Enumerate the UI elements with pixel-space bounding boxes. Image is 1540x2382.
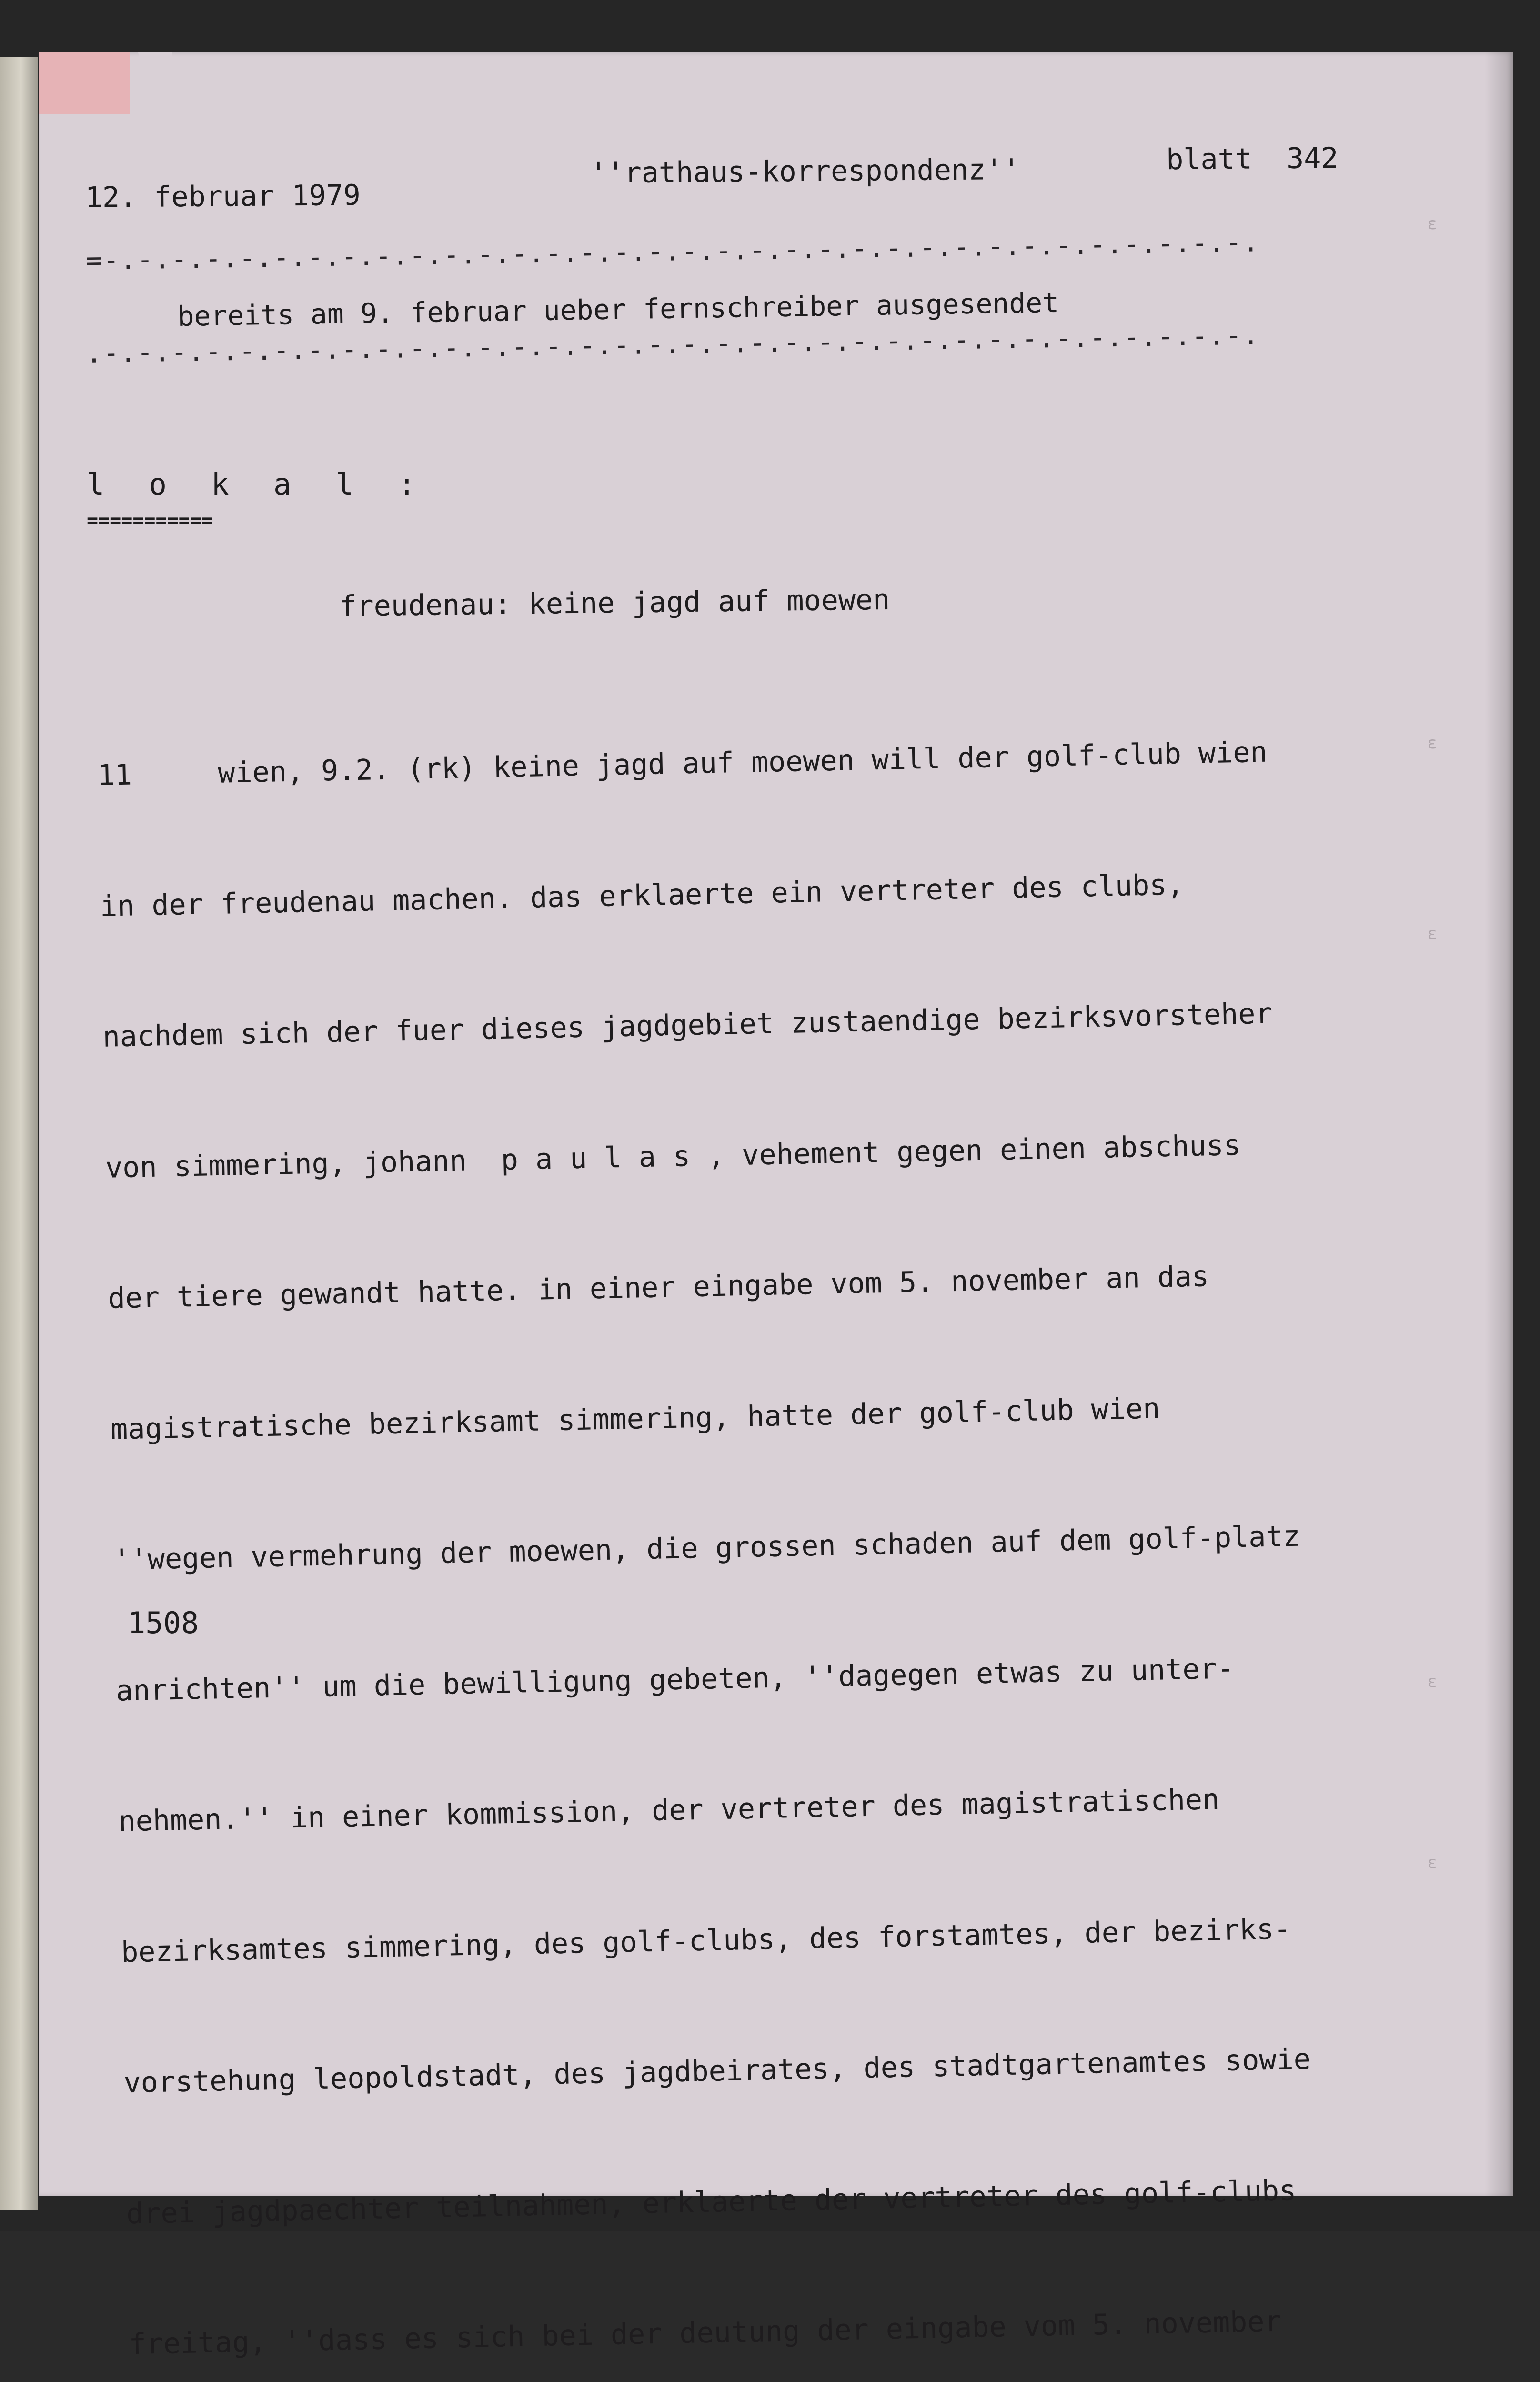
dispatch-note: bereits am 9. februar ueber fernschreiber ausgesendet bbox=[177, 286, 1059, 333]
margin-mark: ɛ bbox=[1427, 734, 1437, 753]
article-line: bezirksamtes simmering, des golf-clubs, des forstamtes, der bezirks- bbox=[121, 1912, 1291, 1969]
section-label: l o k a l : bbox=[87, 467, 429, 502]
closing-code: 1508 bbox=[128, 1605, 199, 1640]
article-line: freitag, ''dass es sich bei der deutung der eingabe vom 5. november bbox=[128, 2304, 1282, 2362]
article-line: nachdem sich der fuer dieses jagdgebiet zustaendige bezirksvorsteher bbox=[102, 997, 1273, 1054]
header-title: ''rathaus-korrespondenz'' bbox=[590, 152, 1020, 190]
header-sheet-number: blatt 342 bbox=[1166, 141, 1339, 177]
article-line: magistratische bezirksamt simmering, hatte der golf-club wien bbox=[110, 1391, 1160, 1446]
section-underline: =========== bbox=[87, 510, 213, 532]
article-line: von simmering, johann p a u l a s , vehement gegen einen abschuss bbox=[105, 1128, 1241, 1185]
margin-mark: ɛ bbox=[1427, 1672, 1437, 1691]
article-headline: freudenau: keine jagd auf moewen bbox=[339, 583, 890, 623]
article-line: nehmen.'' in einer kommission, der vertreter des magistratischen bbox=[118, 1783, 1220, 1838]
article-line: anrichten'' um die bewilligung gebeten, ''dagegen etwas zu unter- bbox=[115, 1651, 1235, 1708]
page-header bbox=[85, 141, 1467, 219]
article-line: ''wegen vermehrung der moewen, die grossen schaden auf dem golf-platz bbox=[112, 1519, 1301, 1577]
margin-mark: ɛ bbox=[1427, 1853, 1437, 1872]
article-line: vorstehung leopoldstadt, des jagdbeirates, des stadtgartenamtes sowie bbox=[123, 2042, 1311, 2100]
article-line: der tiere gewandt hatte. in einer eingabe vom 5. november an das bbox=[107, 1260, 1209, 1315]
article-body bbox=[95, 639, 1528, 2382]
header-date: 12. februar 1979 bbox=[85, 178, 361, 214]
article-line: 11 wien, 9.2. (rk) keine jagd auf moewen will der golf-club wien bbox=[97, 735, 1268, 792]
pink-corner-tab bbox=[39, 52, 130, 114]
divider-line-bottom: .-.-.-.-.-.-.-.-.-.-.-.-.-.-.-.-.-.-.-.-.-.-.-.-.-.-.-.-.-.-.-.-.-.-. bbox=[86, 320, 1260, 369]
article-line: drei jagdpaechter teilnahmen, erklaerte der vertreter des golf-clubs bbox=[126, 2173, 1297, 2231]
margin-mark: ɛ bbox=[1427, 214, 1437, 233]
margin-mark: ɛ bbox=[1427, 924, 1437, 943]
facing-page-edge bbox=[0, 57, 38, 2210]
divider-line-top: =-.-.-.-.-.-.-.-.-.-.-.-.-.-.-.-.-.-.-.-.-.-.-.-.-.-.-.-.-.-.-.-.-.-. bbox=[86, 227, 1260, 276]
article-line: in der freudenau machen. das erklaerte ein vertreter des clubs, bbox=[100, 868, 1185, 923]
